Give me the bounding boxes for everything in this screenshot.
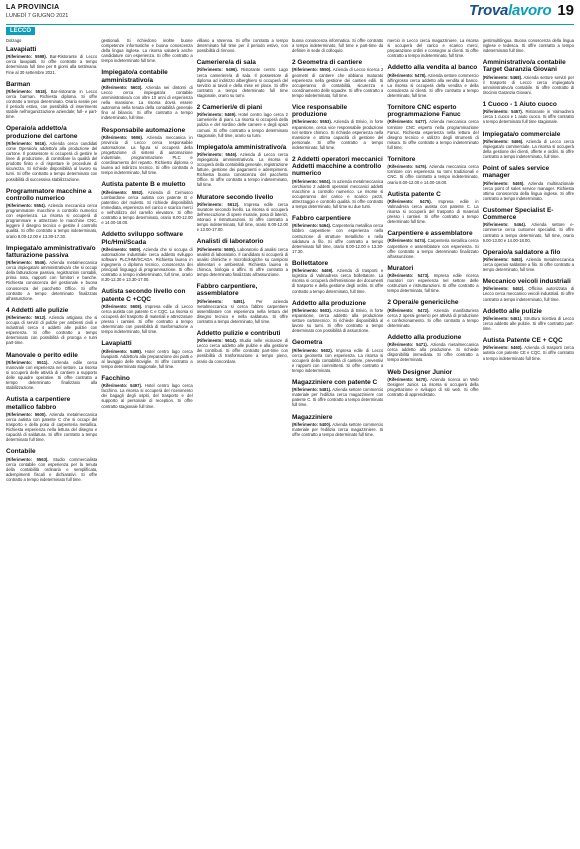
description-text: Carpenteria metallica cerca carpentiere e assemblatore con esperienza. Si offre contratto a tempo determinato finalizzato all'assunzione. bbox=[387, 238, 479, 259]
reference-code: (Riferimento: 5461). bbox=[482, 315, 523, 321]
description-text: Azienda artigiana che si occupa di servizi di pulizie per ambienti civili e industriali cerca 4 addetti alle pulizie con esperienza. Si offre contratto a tempo determinato con possibilità di proroga e turni part-time. bbox=[6, 315, 98, 346]
reference-code: (Riferimento: 5602). bbox=[291, 347, 333, 353]
column-5 bbox=[387, 38, 478, 846]
description-text: Azienda di Lecco cerca impiegata/o commerciale. La risorsa si occuperà della gestione dei clienti, offerte e ordini. Si offre contratto a tempo indeterminato, full time. bbox=[482, 138, 574, 160]
job-title: Web Designer Junior bbox=[387, 368, 453, 376]
section-brand-b: lavoro bbox=[508, 2, 552, 19]
job-description bbox=[6, 141, 97, 182]
job-title: Fabbro carpentiere bbox=[291, 215, 351, 223]
description-text: Azienda metalmeccanica cerca operaio saldatore a filo. Si offre contratto a tempo determinato, full time. bbox=[482, 256, 574, 273]
job-description bbox=[387, 73, 478, 98]
job-description bbox=[101, 383, 192, 408]
job-description bbox=[387, 377, 478, 397]
description-text: Azienda metalmeccanica cerca addetto alla produzione. Si richiede disponibilità immediata. Si offre contratto a tempo determinato. bbox=[387, 342, 479, 363]
job-title: 2 Addetti operatori meccanici Addetti macchine a controllo numerico bbox=[291, 156, 383, 178]
job-description bbox=[6, 457, 97, 482]
job-listing bbox=[197, 330, 288, 364]
job-description bbox=[101, 304, 192, 335]
job-listing bbox=[292, 379, 383, 408]
job-listing bbox=[101, 231, 192, 282]
job-title: Impiegato/a contabile amministrativo/a bbox=[101, 69, 168, 84]
job-description bbox=[6, 89, 97, 120]
job-listing bbox=[292, 215, 383, 254]
job-listing bbox=[292, 414, 383, 437]
job-title: Impiegata/o commerciale bbox=[482, 130, 561, 138]
job-title: Facchino bbox=[101, 374, 130, 382]
job-title: Operaio/a saldatore a filo bbox=[482, 248, 561, 256]
job-description bbox=[483, 38, 574, 53]
reference-code: (Riferimento: 5465). bbox=[482, 180, 525, 186]
description-text: Azienda che si occupa di automazione industriale cerca addetto sviluppo software PLC/HMI/SCADA. Richiesta laurea in ingegneria o diploma tecnico, conoscenza dei principali linguaggi di programmazione. Si offre contratto a tempo indeterminato, full time, orario 8.30-12.30 e 13.30-17.00. bbox=[101, 246, 193, 283]
job-title: Cameriere/a di sala bbox=[196, 59, 256, 67]
job-description bbox=[292, 223, 383, 254]
job-listing bbox=[101, 127, 192, 176]
job-description bbox=[483, 75, 574, 95]
description-text: Struttura ricettiva di Lecco cerca addetto alle pulizie. Si offre contratto part-time. bbox=[482, 315, 574, 332]
reference-code: (Riferimento: 5608). bbox=[101, 303, 143, 309]
reference-code: (Riferimento: 5603). bbox=[101, 84, 143, 90]
job-listing bbox=[101, 69, 192, 120]
description-text: Azienda settore servizi per il trasporto di Lecco cerca impiegato/a amministrativo/a contabile. Si offre contratto di tirocinio Garanzia Giovani. bbox=[482, 74, 574, 95]
description-text: In azienda metalmeccanica cerchiamo 2 addetti operatori meccanici addetti macchine a controllo numerico. Le risorse si occuperanno del carico e scarico pezzi, attrezzaggio e controllo qualità. Si offre contratto a tempo determinato, full time su due turni. bbox=[291, 178, 384, 210]
reference-code: (Riferimento: 5469). bbox=[291, 268, 334, 274]
job-listing bbox=[483, 337, 574, 360]
reference-code: (Riferimento: 5475). bbox=[387, 198, 432, 204]
description-text: Azienda multinazionale cerca point of sales service manager. Richiesta ottima conoscenza della lingua inglese. Si offre contratto a tempo indeterminato. bbox=[482, 180, 574, 201]
job-description bbox=[197, 247, 288, 278]
column-2 bbox=[101, 38, 192, 846]
reference-code: (Riferimento: 5603). bbox=[291, 307, 332, 313]
reference-code: (Riferimento: 5609). bbox=[101, 246, 142, 252]
description-text: Azienda settore commercio all'ingrosso cerca addetto alla vendita al banco. La risorsa si occuperà della vendita e della consulenza ai clienti. Si offre contratto a tempo determinato, full time. bbox=[387, 72, 479, 98]
job-title: Responsabile automazione bbox=[101, 126, 186, 134]
description-text: Azienda settore commercio materiale per l'edilizia cerca magazziniere. Si offre contratto a tempo determinato full time. bbox=[291, 421, 384, 437]
job-listing bbox=[387, 299, 478, 328]
job-title: Carpentiere e assemblatore bbox=[387, 230, 473, 238]
job-title: Vice responsabile produzione bbox=[291, 104, 348, 119]
reference-code: (Riferimento: 5466). bbox=[482, 138, 524, 144]
reference-code: (Riferimento: 5468). bbox=[482, 74, 523, 80]
column-1 bbox=[6, 38, 97, 846]
description-text: Azienda meccanica cerca programmatore macchine a controllo numerico con esperienza. La risorsa si occuperà di programmare e attrezzare le macchine CNC, leggere il disegno tecnico e gestire il controllo qualità. Si offre contratto a tempo indeterminato, orario 8.00-12.00 e 13.30-17.30. bbox=[6, 203, 98, 239]
reference-code: (Riferimento: 5481). bbox=[291, 387, 332, 393]
description-text: buona conoscenza informatica. Si offre contratto a tempo indeterminato, full time e part-time da definire in sede di colloquio. bbox=[291, 38, 384, 54]
description-text: Impresa edile di Lecco cerca geometra con esperienza. La risorsa si occuperà della contabilità di cantiere, preventivi e rapporti con committenti. Si offre contratto a tempo indeterminato. bbox=[291, 347, 384, 373]
reference-code: (Riferimento: 5600). bbox=[6, 411, 47, 417]
job-description bbox=[101, 190, 192, 226]
reference-code: (Riferimento: 5463). bbox=[482, 256, 524, 262]
section-brand-a: Trova bbox=[469, 2, 509, 19]
job-listing bbox=[387, 104, 478, 150]
job-listing bbox=[101, 375, 192, 409]
job-description bbox=[101, 85, 192, 121]
job-listing bbox=[101, 181, 192, 225]
job-title: Lavapiatti bbox=[6, 46, 37, 54]
header-divider bbox=[6, 24, 574, 25]
job-description bbox=[387, 342, 478, 362]
description-text: Azienda di Cernusco Lombardone cerca autista con patente B e patentino del muletto. Si richiede disponibilità immediata, esperienza nel carico e scarico merci e nell'utilizzo del carrello elevatore. Si offre contratto a tempo determinato, orario 8.00-12.00 e 14.00-18.00. bbox=[101, 189, 193, 226]
job-description bbox=[292, 422, 383, 437]
reference-code: (Riferimento: 5497). bbox=[101, 383, 143, 389]
description-text: Hotel centro lago cerca 2 camerieri/e di piani. La risorsa si occuperà della pulizia e del riordino delle camere e degli spazi comuni. Si offre contratto a tempo determinato stagionale, full time, orario su turni. bbox=[196, 112, 288, 138]
job-title: Geometra bbox=[291, 339, 323, 347]
job-description bbox=[292, 119, 383, 150]
reference-code: (Riferimento: 5598). bbox=[6, 54, 47, 60]
job-title: Contabile bbox=[6, 448, 36, 456]
job-description bbox=[6, 203, 97, 239]
job-title: 1 Cuoco - 1 Aiuto cuoco bbox=[482, 101, 557, 109]
description-text: Impresa edile cerca muratore secondo livello. La risorsa si occuperà dell'esecuzione di opere murarie, posa di laterizi, intonaci e ristrutturazioni. Si offre contratto a tempo indeterminato, full time, orario 8.00-12.00 e 13.00-17.00. bbox=[196, 201, 288, 233]
issue-date: LUNEDÌ 7 GIUGNO 2021 bbox=[6, 13, 69, 19]
job-description bbox=[6, 412, 97, 443]
description-text: Azienda di Brivio, in forte espansione, cerca addetto alla produzione settore cartotecnico. Si richiede disponibilità al lavoro su turni. Si offre contratto a tempo determinato con possibilità di assunzione. bbox=[291, 307, 384, 334]
description-text: gestimultilingua. Buona conoscenza della lingua inglese e tedesca. Si offre contratto a tempo indeterminato full time. bbox=[482, 38, 574, 54]
description-text: Azienda di Lecco ricerca 2 geometri di cantiere che abbiano maturato esperienza nella gestione dei cantieri edili. Si occuperanno di contabilità, sicurezza e coordinamento delle squadre. Si offre contratto a tempo indeterminato, full time. bbox=[291, 67, 384, 98]
description-text: Azienda meccanica in provincia di Lecco cerca responsabile automazione. La figura si occuperà della progettazione di sistemi di automazione industriale, programmazione PLC e coordinamento del reparto. Richiesto diploma o laurea ad indirizzo tecnico. Si offre contratto a tempo indeterminato, full time. bbox=[101, 134, 193, 176]
reference-code: (Riferimento: 5476). bbox=[387, 164, 428, 170]
job-listing bbox=[197, 283, 288, 324]
description-text: Carpenteria metallica cerca fabbro carpentiere con esperienza nella costruzione di strutture metalliche e nella saldatura a filo. Si offre contratto a tempo determinato full time, orario 8.00-12.00 e 13.30-17.30. bbox=[291, 223, 384, 254]
job-listing bbox=[197, 238, 288, 277]
description-text: Ristorante in Valmadrera cerca 1 cuoco e 1 aiuto cuoco. Si offre contratto a tempo determinato full time stagionale. bbox=[482, 109, 574, 125]
job-listing bbox=[387, 369, 478, 398]
job-listing bbox=[292, 156, 383, 209]
job-title: Impiegata/o amministrativa/o fatturazione passiva bbox=[6, 244, 96, 259]
description-text: Impresa edile ricerca muratori con esperienza nel settore delle costruzioni e ristrutturazioni. Si offre contratto a tempo determinato, full time. bbox=[387, 273, 479, 294]
job-title: Autista patente B e muletto bbox=[101, 181, 186, 189]
description-text: Officina autorizzata di Lecco cerca meccanico veicoli industriali. Si offre contratto a tempo indeterminato, full time. bbox=[482, 286, 574, 302]
description-text: Laboratorio di analisi cerca analisti di laboratorio. Il candidato si occuperà di analisi chimiche e microbiologiche su campioni alimentari e ambientali. Richiesta laurea in chimica, biologia o affini. Si offre contratto a tempo determinato finalizzato all'assunzione. bbox=[196, 246, 288, 278]
reference-code: (Riferimento: 5518). bbox=[6, 88, 48, 94]
job-description bbox=[292, 387, 383, 407]
job-listing bbox=[483, 101, 574, 124]
job-listing bbox=[483, 165, 574, 201]
job-description bbox=[101, 135, 192, 176]
job-title: Addetto alle pulizie bbox=[482, 307, 542, 315]
description-text: Azienda manifatturiera cerca 2 operai generici per attività di produzione e confezionamento. Si offre contratto a tempo determinato. bbox=[387, 307, 479, 328]
job-description bbox=[197, 152, 288, 188]
job-description bbox=[6, 360, 97, 391]
description-text: Azienda di Brivio, in forte espansione, cerca vice responsabile produzione nel settore chimico. Si richiede esperienza nella mansione e ottima capacità di gestione del personale. Si offre contratto a tempo indeterminato, full time. bbox=[291, 119, 384, 150]
job-title: Addetto alla produzione bbox=[291, 299, 367, 307]
job-listing bbox=[6, 352, 97, 391]
job-description bbox=[292, 348, 383, 373]
job-description bbox=[387, 38, 478, 58]
page-number: 19 bbox=[557, 2, 574, 19]
reference-code: (Riferimento: 5546). bbox=[196, 151, 238, 157]
job-description bbox=[483, 181, 574, 201]
description-text: Azienda metalmeccanica cerca autista con patente C che si occupi del trasporto e della posa di carpenteria metallica. Richiesta esperienza nella lettura del disegno e capacità di saldatura. Si offre contratto a tempo determinato full time. bbox=[6, 411, 98, 443]
reference-code: (Riferimento: 5614). bbox=[196, 338, 237, 344]
job-title: Bollettatore bbox=[291, 259, 329, 267]
reference-code: (Riferimento: 5469). bbox=[196, 112, 237, 118]
job-title: 4 Addetti alle pulizie bbox=[6, 306, 69, 314]
reference-code: (Riferimento: 5550). bbox=[291, 67, 332, 73]
job-listing bbox=[483, 249, 574, 272]
job-description bbox=[101, 349, 192, 369]
reference-code: (Riferimento: 5554). bbox=[6, 203, 46, 208]
job-listing bbox=[483, 207, 574, 243]
job-listing bbox=[292, 104, 383, 150]
job-title: Autista Patente CE + CQC bbox=[482, 337, 563, 345]
job-description bbox=[483, 286, 574, 301]
job-listing bbox=[387, 265, 478, 294]
job-listing bbox=[6, 125, 97, 181]
job-listing bbox=[292, 339, 383, 373]
job-listing bbox=[387, 38, 478, 58]
job-title: 2 Operai/e generici/che bbox=[387, 299, 459, 307]
reference-code: (Riferimento: 5604). bbox=[291, 178, 332, 184]
job-listing bbox=[197, 104, 288, 138]
job-listing bbox=[101, 340, 192, 369]
job-description bbox=[101, 38, 192, 63]
description-text: Azienda ricerca un Web Designer Junior. La risorsa si occuperà della progettazione e sviluppo di siti web. Si offre contratto di apprendistato. bbox=[387, 376, 479, 398]
job-title: Operaio/a addetto/a produzione del cartone bbox=[6, 125, 78, 140]
job-title: Barman bbox=[6, 80, 31, 88]
job-title: Programmatore macchine a controllo numerico bbox=[6, 187, 92, 202]
job-description bbox=[197, 112, 288, 137]
reference-code: (Riferimento: 5491). bbox=[196, 298, 246, 304]
job-listing bbox=[387, 191, 478, 225]
job-description bbox=[6, 54, 97, 74]
job-listing bbox=[292, 59, 383, 98]
description-text: Azienda di Lecco cerca impiegato/a amministrativo/a. La risorsa si occuperà della contabilità generale, registrazione fatture, gestione dei pagamenti e adempimenti. Richiesta buona conoscenza del pacchetto Office. Si offre contratto a tempo indeterminato, full time. bbox=[196, 151, 288, 188]
reference-code: (Riferimento: 5546). bbox=[6, 260, 47, 266]
job-description bbox=[483, 316, 574, 331]
job-title: Customer Specialist E-Commerce bbox=[482, 206, 554, 222]
job-title: Autista patente C bbox=[387, 190, 441, 198]
job-listing bbox=[197, 194, 288, 233]
city-tag: LECCO bbox=[6, 27, 35, 35]
description-text: Azienda di trasporti e logistica di Valmadrera cerca bollettatore. La risorsa si occuperà dell'emissione dei documenti di trasporto e della gestione degli ordini. Si offre contratto a tempo determinato, full time. bbox=[291, 268, 384, 294]
job-title: Impiegato/a amministrativo/a bbox=[196, 143, 287, 151]
job-listing bbox=[101, 288, 192, 334]
job-listing bbox=[6, 81, 97, 120]
job-title: Analisti di laboratorio bbox=[196, 238, 264, 246]
job-listing bbox=[483, 308, 574, 331]
column-4 bbox=[292, 38, 383, 846]
job-description bbox=[387, 273, 478, 293]
job-title: Tornitore bbox=[387, 156, 416, 164]
reference-code: (Riferimento: 5606). bbox=[101, 134, 144, 140]
description-text: Azienda edile cerca manovale con esperienza nel settore. La risorsa si occuperà delle attività di cantiere a supporto delle squadre operative. Si offre contratto a tempo determinato finalizzato alla stabilizzazione. bbox=[6, 359, 98, 391]
reference-code: (Riferimento: 5470). bbox=[387, 376, 428, 382]
job-listing bbox=[197, 144, 288, 188]
job-title: Magazziniere con patente C bbox=[291, 378, 378, 386]
reference-code: (Riferimento: 5464). bbox=[482, 222, 527, 228]
reference-code: (Riferimento: 5462). bbox=[482, 286, 525, 292]
reference-code: (Riferimento: 5605). bbox=[196, 246, 236, 252]
job-listing bbox=[292, 260, 383, 294]
reference-code: (Riferimento: 5464). bbox=[291, 223, 332, 229]
job-title: Addetto pulizie e contributi bbox=[196, 329, 281, 337]
job-listing bbox=[292, 300, 383, 334]
job-title: Addetto alla vendita al banco bbox=[387, 64, 478, 72]
job-title: Point of sales service manager bbox=[482, 165, 550, 180]
reference-code: (Riferimento: 5478). bbox=[387, 72, 427, 78]
job-description bbox=[197, 338, 288, 363]
job-description bbox=[197, 38, 288, 53]
job-title: Muratore secondo livello bbox=[196, 193, 274, 201]
description-text: Hotel centro lago cerca lavapiatti. Addetto/a alla preparazione dei piatti e al lavaggio delle stoviglie. Si offre contratto a tempo determinato stagionale, full time. bbox=[101, 348, 193, 369]
job-listing bbox=[483, 131, 574, 160]
description-text: Azienda nei dintorni di Lecco cerca impiegato/a contabile amministrativo/a con oltre 10 anni di esperienza nella mansione. La risorsa dovrà essere autonoma nella tenuta della contabilità generale fino al bilancio. Si offre contratto a tempo indeterminato, full time. bbox=[101, 84, 193, 121]
description-text: Studio commercialista cerca contabile con esperienza per la tenuta della contabilità ordinaria e semplificata, adempimenti fiscali e dichiarativi. Si offre contratto a tempo indeterminato full time. bbox=[6, 456, 98, 482]
description-text: Azienda metalmeccanica cerca impiegata/o amministrativa/o che si occupi della fatturazione passiva, registrazioni contabili, prima nota, rapporti con fornitori e banche. Richiesta conoscenza del gestionale e buona conoscenza del pacchetto Office. Si offre contratto a tempo determinato finalizzato all'assunzione. bbox=[6, 260, 98, 301]
description-text: Per azienda metalmeccanica si cerca fabbro carpentiere assemblatore con esperienza nella lettura del disegno tecnico e nella saldatura. Si offre contratto a tempo determinato, full time. bbox=[196, 298, 288, 324]
reference-code: (Riferimento: 5553). bbox=[291, 119, 332, 125]
job-title: Amministrativo/a contabile Target Garanzia Giovani bbox=[482, 59, 566, 74]
job-title: Addetto alla produzione bbox=[387, 334, 462, 341]
reference-code: (Riferimento: 5400). bbox=[291, 421, 332, 427]
reference-code: (Riferimento: 5471). bbox=[387, 342, 428, 348]
reference-code: (Riferimento: 5477). bbox=[387, 119, 428, 125]
description-text: Azienda settore commercio materiale per l'edilizia cerca magazziniere con patente C. Si offre contratto a tempo determinato full time. bbox=[291, 387, 384, 408]
job-listing bbox=[483, 38, 574, 53]
job-listing bbox=[101, 38, 192, 63]
description-text: Studio nelle vicinanze di Lecco cerca addetto alle pulizie e alla gestione dei contributi. Si offre contratto part-time con possibilità di trasformazione a tempo pieno, orario da concordare. bbox=[196, 338, 288, 364]
job-title: Magazziniere bbox=[291, 413, 333, 421]
job-description bbox=[483, 109, 574, 124]
reference-code: (Riferimento: 5496). bbox=[196, 67, 238, 73]
column-3 bbox=[197, 38, 288, 846]
job-description bbox=[387, 164, 478, 184]
description-text: mercio in Lecco cerca magazziniere. La risorsa si occuperà del carico e scarico merci, preparazione ordini e consegne ai clienti. Si offre contratto a tempo indeterminato, full time. bbox=[387, 38, 479, 59]
location-note: Dolzago bbox=[6, 38, 22, 43]
reference-code: (Riferimento: 5552). bbox=[101, 189, 144, 195]
job-description bbox=[292, 67, 383, 98]
job-title: Fabbro carpentiere, assemblatore bbox=[196, 283, 258, 298]
job-listing bbox=[292, 38, 383, 53]
description-text: Azienda settore e-commerce cerca customer specialist. Si offre contratto a tempo determinato, full time, orario 9.00-13.00 e 14.00-18.00. bbox=[482, 222, 574, 243]
job-listing bbox=[387, 334, 478, 363]
description-text: Azienda di trasporti cerca autista con patente CE e CQC. Si offre contratto a tempo indeterminato full time. bbox=[482, 345, 574, 361]
section-banner bbox=[469, 2, 574, 19]
description-text: Azienda meccanica cerca tornitore con esperienza su torni tradizionali e CNC. Si offre contratto a tempo indeterminato, orario 8.00-12.00 e 14.00-18.00. bbox=[387, 164, 479, 185]
description-text: Bar-ristorante in Lecco cerca barman. Richiesta diploma. Si offre contratto a tempo determinato. Orario serale per il periodo estivo, con possibilità di inserimento stabile nell'organizzazione aziendale; full- e part-time. bbox=[6, 88, 98, 120]
job-listing bbox=[387, 230, 478, 259]
job-listing bbox=[6, 245, 97, 301]
job-listing bbox=[197, 59, 288, 98]
job-listing bbox=[483, 59, 574, 95]
job-listing bbox=[387, 156, 478, 185]
reference-code: (Riferimento: 5498). bbox=[101, 348, 143, 354]
job-description bbox=[387, 238, 478, 258]
job-title: Meccanico veicoli industriali bbox=[482, 278, 571, 286]
job-description bbox=[483, 257, 574, 272]
job-title: Autista secondo livello con patente C +CQC bbox=[101, 288, 186, 303]
job-title: Muratori bbox=[387, 264, 414, 272]
job-listing bbox=[6, 188, 97, 239]
job-description bbox=[292, 38, 383, 53]
description-text: gestionali. Si richiedono inoltre buone competenze informatiche e buona conoscenza della lingua inglese. La risorsa valuterà anche candidature con esperienza. Si offre contratto a tempo indeterminato full time. bbox=[101, 38, 193, 64]
reference-code: (Riferimento: 5460). bbox=[482, 345, 523, 351]
description-text: villiano a Varenna. Si offre contratto a tempo determinato full time per il periodo estivo, con possibilità di rinnovo. bbox=[196, 38, 288, 54]
job-description bbox=[483, 139, 574, 159]
job-description bbox=[6, 260, 97, 301]
description-text: Bar-Ristorante di Lecco cerca lavapiatti. Si offre contratto a tempo determinato full time per 8 giorni alla settimana. Fine al 30 settembre 2021. bbox=[6, 54, 98, 75]
job-description bbox=[387, 119, 478, 150]
job-title: Manovale o perito edile bbox=[6, 351, 78, 359]
job-listing bbox=[6, 307, 97, 346]
job-title: 2 Camerieri/e di piani bbox=[196, 104, 263, 112]
description-text: Impresa edile in Valmadrera cerca autista con patente C. La risorsa si occuperà del trasporto di materiali presso i cantieri. Si offre contratto a tempo determinato full time. bbox=[387, 198, 479, 225]
job-listing bbox=[387, 64, 478, 98]
job-listing bbox=[197, 38, 288, 53]
reference-code: (Riferimento: 5511). bbox=[6, 359, 49, 365]
job-description bbox=[197, 299, 288, 324]
job-description bbox=[197, 202, 288, 233]
job-title: Lavapiatti bbox=[101, 340, 132, 348]
job-listing bbox=[483, 278, 574, 301]
reference-code: (Riferimento: 5473). bbox=[387, 273, 430, 279]
job-description bbox=[197, 67, 288, 98]
job-listing bbox=[6, 448, 97, 482]
reference-code: (Riferimento: 5612). bbox=[196, 201, 240, 207]
job-description bbox=[292, 268, 383, 293]
description-text: Azienda meccanica cerca tornitore CNC esperto nella programmazione Fanuc. Richiesta esperienza nella lettura del disegno tecnico e utilizzo degli strumenti di misura. Si offre contratto a tempo indeterminato full time. bbox=[387, 119, 479, 150]
job-description bbox=[387, 308, 478, 328]
description-text: Ristorante centro Lago cerca cameriere/a di sala. Il possessore di diploma ad indirizzo alberghiero si occuperà del servizio ai tavoli e della mise en place. Si offre contratto a tempo determinato full time stagionale, orario su turni. bbox=[196, 67, 288, 98]
newspaper-name: LA PROVINCIA bbox=[6, 4, 60, 11]
job-title: Addetto sviluppo software Plc/Hmi/Scada bbox=[101, 231, 183, 246]
job-listing bbox=[6, 46, 97, 75]
job-description bbox=[292, 308, 383, 333]
job-description bbox=[101, 247, 192, 283]
description-text: Impresa edile di Lecco cerca autista con patente C e CQC. La risorsa si occuperà del trasporto di materiali e attrezzature presso i cantieri. Si offre contratto a tempo determinato con possibilità di trasformazione a tempo indeterminato, full time. bbox=[101, 303, 193, 335]
description-text: Azienda cerca candidati come Operaio/a addetto/a alla produzione del cartone. Il possessore si occuperà di gestire le linee di produzione, di controllare la qualità del prodotto finito e di rispettare le procedure di sicurezza. Si richiede disponibilità al lavoro su turni. Si offre contratto a tempo determinato con possibilità di successiva stabilizzazione. bbox=[6, 140, 98, 182]
job-description bbox=[387, 199, 478, 224]
reference-code: (Riferimento: 5474). bbox=[387, 238, 427, 244]
job-title: 2 Geometra di cantiere bbox=[291, 59, 363, 67]
description-text: Hotel centro lago cerca facchino. La risorsa si occuperà del ricevimento dei bagagli degli ospiti, del trasporto e del supporto al personale di reception. Si offre contratto stagionale full time. bbox=[101, 383, 193, 409]
reference-code: (Riferimento: 5563). bbox=[6, 456, 49, 462]
job-description bbox=[483, 222, 574, 242]
masthead bbox=[6, 4, 68, 20]
reference-code: (Riferimento: 5472). bbox=[387, 307, 430, 313]
column-6 bbox=[483, 38, 574, 846]
reference-code: (Riferimento: 5616). bbox=[6, 140, 47, 146]
listings-columns bbox=[6, 38, 574, 846]
reference-code: (Riferimento: 5612). bbox=[6, 315, 47, 321]
job-description bbox=[292, 179, 383, 210]
job-title: Autista a carpentiere metallico fabbro bbox=[6, 396, 71, 411]
job-description bbox=[483, 345, 574, 360]
section-brand bbox=[469, 2, 551, 19]
reference-code: (Riferimento: 5467). bbox=[482, 109, 523, 115]
job-title: Tornitore CNC esperto programmazione Fanuc bbox=[387, 104, 461, 119]
job-description bbox=[6, 315, 97, 346]
job-listing bbox=[6, 396, 97, 442]
